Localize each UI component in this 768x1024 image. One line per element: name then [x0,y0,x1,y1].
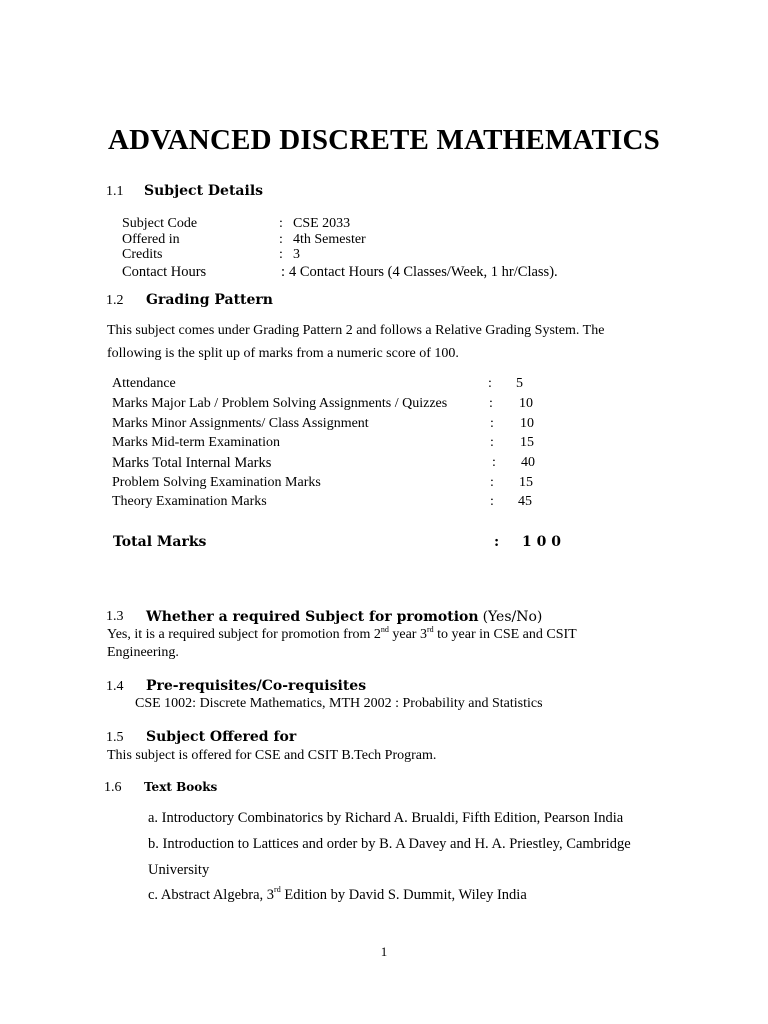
marks-label: Marks Minor Assignments/ Class Assignment [112,416,369,431]
section-heading-grading-pattern: Grading Pattern [146,292,273,308]
section-heading-subject-offered: Subject Offered for [146,729,297,745]
marks-label: Marks Major Lab / Problem Solving Assignments / Quizzes [112,396,448,411]
marks-colon: : [490,494,494,509]
marks-value: 15 [519,475,533,490]
detail-value: 4 Contact Hours (4 Classes/Week, 1 hr/Class). [289,264,558,280]
marks-colon: : [488,376,492,391]
marks-colon: : [490,475,494,490]
marks-value: 15 [520,435,534,450]
detail-label: Offered in [122,232,180,247]
detail-colon: : [279,232,283,247]
promotion-text-part: Yes, it is a required subject for promotion from 2 [107,627,381,642]
section-number-1-4: 1.4 [106,679,124,694]
marks-value: 10 [519,396,533,411]
promotion-text-part: year 3 [388,627,427,642]
grading-paragraph-line: This subject comes under Grading Pattern 2 and follows a Relative Grading System. The [107,323,605,338]
marks-label: Attendance [112,376,176,391]
detail-label: Subject Code [122,216,198,231]
text-book-part: c. Abstract Algebra, 3 [148,887,275,903]
detail-value: CSE 2033 [293,216,351,231]
total-marks-colon: : [494,534,500,550]
marks-value: 10 [520,416,534,431]
section-number-1-6: 1.6 [104,780,122,795]
marks-label: Theory Examination Marks [112,494,267,509]
section-heading-prerequisites: Pre-requisites/Co-requisites [146,678,367,694]
marks-value: 5 [516,376,523,391]
promotion-text-line [107,627,577,643]
section-heading-required-subject [146,608,542,626]
section-number-1-1: 1.1 [106,184,124,199]
grading-paragraph-line: following is the split up of marks from a numeric score of 100. [107,346,459,361]
section-number-1-2: 1.2 [106,293,124,308]
marks-label: Problem Solving Examination Marks [112,475,321,490]
detail-colon: : [279,216,283,231]
section-number-1-3: 1.3 [106,609,124,624]
detail-value: 3 [293,247,300,262]
total-marks-value: 1 0 0 [522,534,561,550]
detail-colon: : [279,247,283,262]
prerequisites-text: CSE 1002: Discrete Mathematics, MTH 2002 : Probability and Statistics [135,696,543,711]
marks-colon: : [489,396,493,411]
detail-value: 4th Semester [293,232,366,247]
superscript: nd [380,625,389,634]
detail-colon: : [281,264,286,280]
document-title: ADVANCED DISCRETE MATHEMATICS [107,124,661,156]
section-heading-subject-details: Subject Details [144,183,264,199]
superscript: rd [426,625,434,634]
text-book-part: Edition by David S. Dummit, Wiley India [280,887,527,903]
detail-label: Contact Hours [122,264,207,280]
text-book-item-continuation: University [148,862,210,878]
marks-label: Marks Total Internal Marks [112,455,272,471]
subject-offered-text: This subject is offered for CSE and CSIT B.Tech Program. [107,748,437,763]
section-number-1-5: 1.5 [106,730,124,745]
superscript: rd [274,885,281,894]
detail-label: Credits [122,247,163,262]
section-heading-suffix: (Yes/No) [482,609,543,625]
marks-value: 45 [518,494,532,509]
marks-colon: : [492,455,496,470]
marks-colon: : [490,435,494,450]
text-book-item: b. Introduction to Lattices and order by B. A Davey and H. A. Priestley, Cambridge [148,836,631,852]
marks-label: Marks Mid-term Examination [112,435,280,450]
marks-value: 40 [521,455,535,470]
page-number: 1 [380,944,388,959]
total-marks-label: Total Marks [113,534,207,550]
section-heading-text: Whether a required Subject for promotion [146,609,479,625]
text-book-item [148,887,527,904]
promotion-text-part: to year in CSE and CSIT [433,627,577,642]
marks-colon: : [490,416,494,431]
promotion-text-line: Engineering. [107,645,179,660]
section-heading-text-books: Text Books [144,780,218,794]
text-book-item: a. Introductory Combinatorics by Richard A. Brualdi, Fifth Edition, Pearson India [148,810,624,826]
